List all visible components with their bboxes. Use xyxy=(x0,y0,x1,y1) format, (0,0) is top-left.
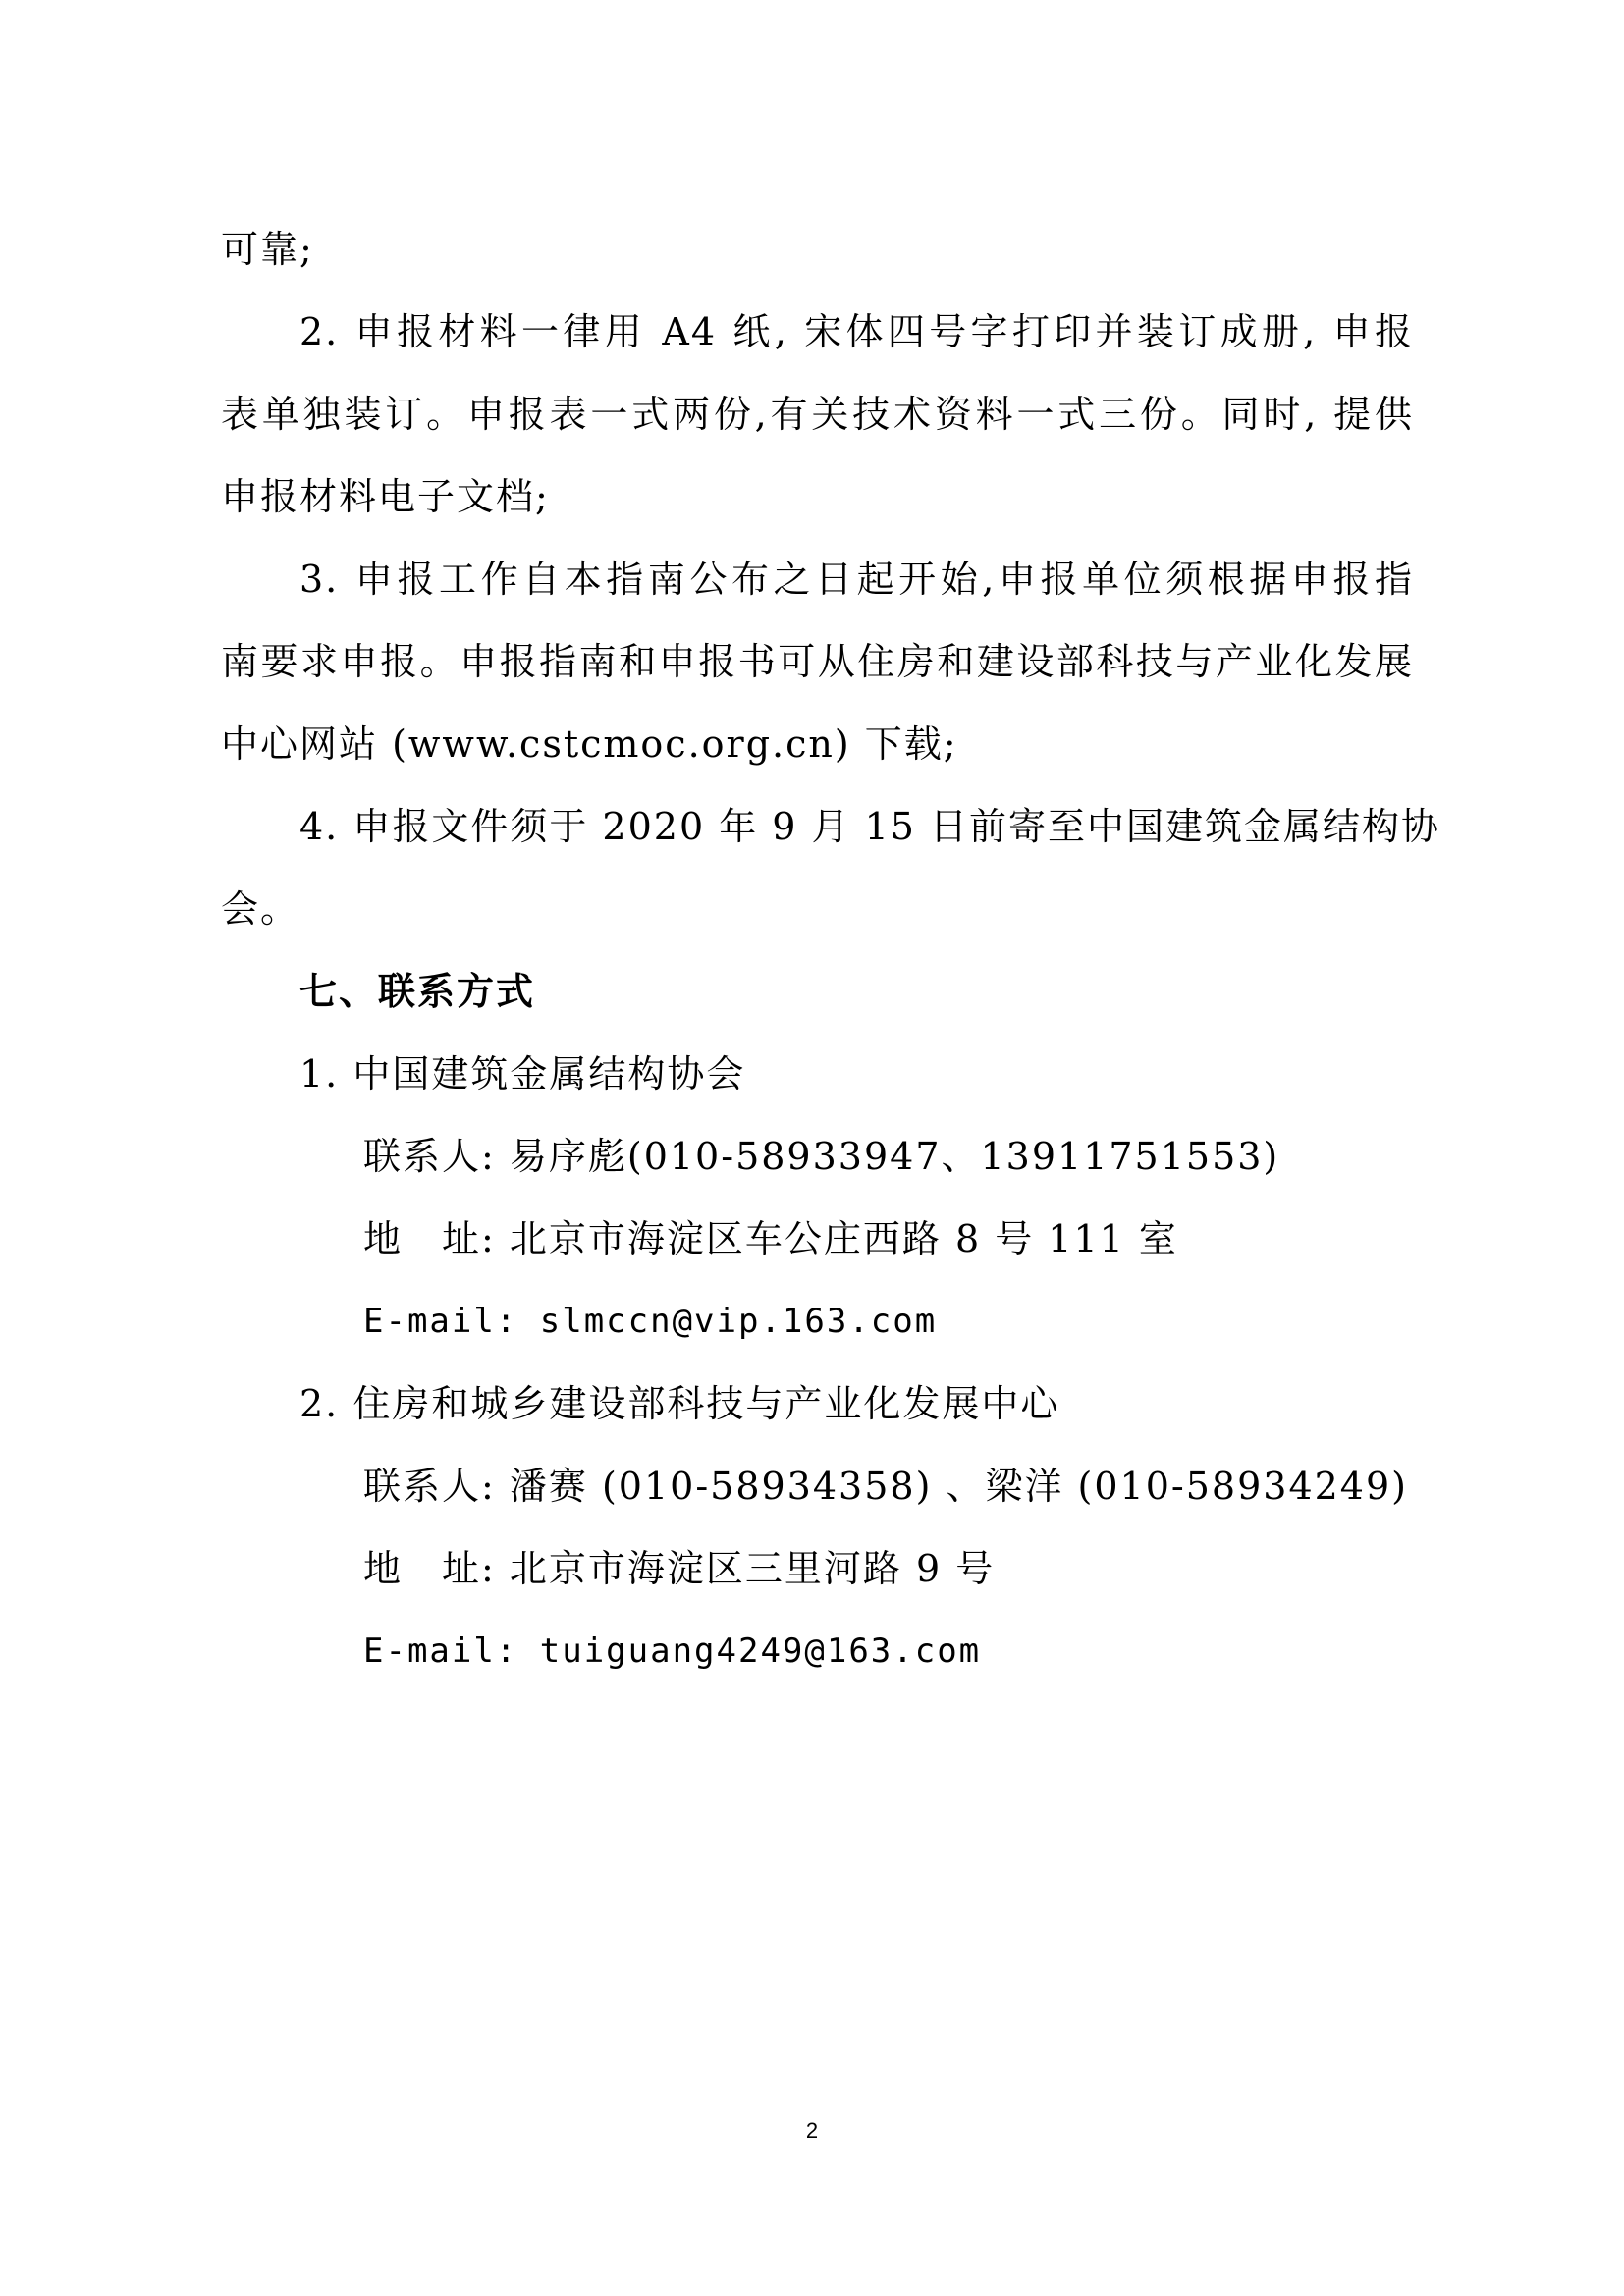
contact-1-email: E-mail: slmccn@vip.163.com xyxy=(363,1302,938,1341)
contact-1-address: 地 址: 北京市海淀区车公庄西路 8 号 111 室 xyxy=(363,1217,1178,1260)
list-item-3-line-2: 南要求申报。申报指南和申报书可从住房和建设部科技与产业化发展 xyxy=(221,640,1414,683)
contact-2-address: 地 址: 北京市海淀区三里河路 9 号 xyxy=(363,1547,996,1590)
list-item-2-line-1: 2. 申报材料一律用 A4 纸, 宋体四号字打印并装订成册, 申报 xyxy=(299,310,1414,353)
contact-1-person: 联系人: 易序彪(010-58933947、13911751553) xyxy=(363,1135,1280,1178)
contact-1-title: 1. 中国建筑金属结构协会 xyxy=(299,1052,746,1095)
list-item-4-line-2: 会。 xyxy=(221,887,300,931)
page-number: 2 xyxy=(805,2118,819,2143)
list-item-3-line-1: 3. 申报工作自本指南公布之日起开始,申报单位须根据申报指 xyxy=(299,558,1414,601)
list-item-4-line-1: 4. 申报文件须于 2020 年 9 月 15 日前寄至中国建筑金属结构协 xyxy=(299,805,1441,848)
contact-2-person: 联系人: 潘赛 (010-58934358) 、梁洋 (010-58934249) xyxy=(363,1465,1408,1508)
list-item-3-line-3: 中心网站 (www.cstcmoc.org.cn) 下载; xyxy=(221,722,958,766)
contact-2-title: 2. 住房和城乡建设部科技与产业化发展中心 xyxy=(299,1382,1060,1425)
contact-2-email: E-mail: tuiguang4249@163.com xyxy=(363,1631,982,1671)
list-item-2-line-3: 申报材料电子文档; xyxy=(221,475,550,518)
section-heading: 七、联系方式 xyxy=(299,969,536,1013)
list-item-2-line-2: 表单独装订。申报表一式两份,有关技术资料一式三份。同时, 提供 xyxy=(221,393,1414,436)
paragraph-line: 可靠; xyxy=(221,228,314,271)
